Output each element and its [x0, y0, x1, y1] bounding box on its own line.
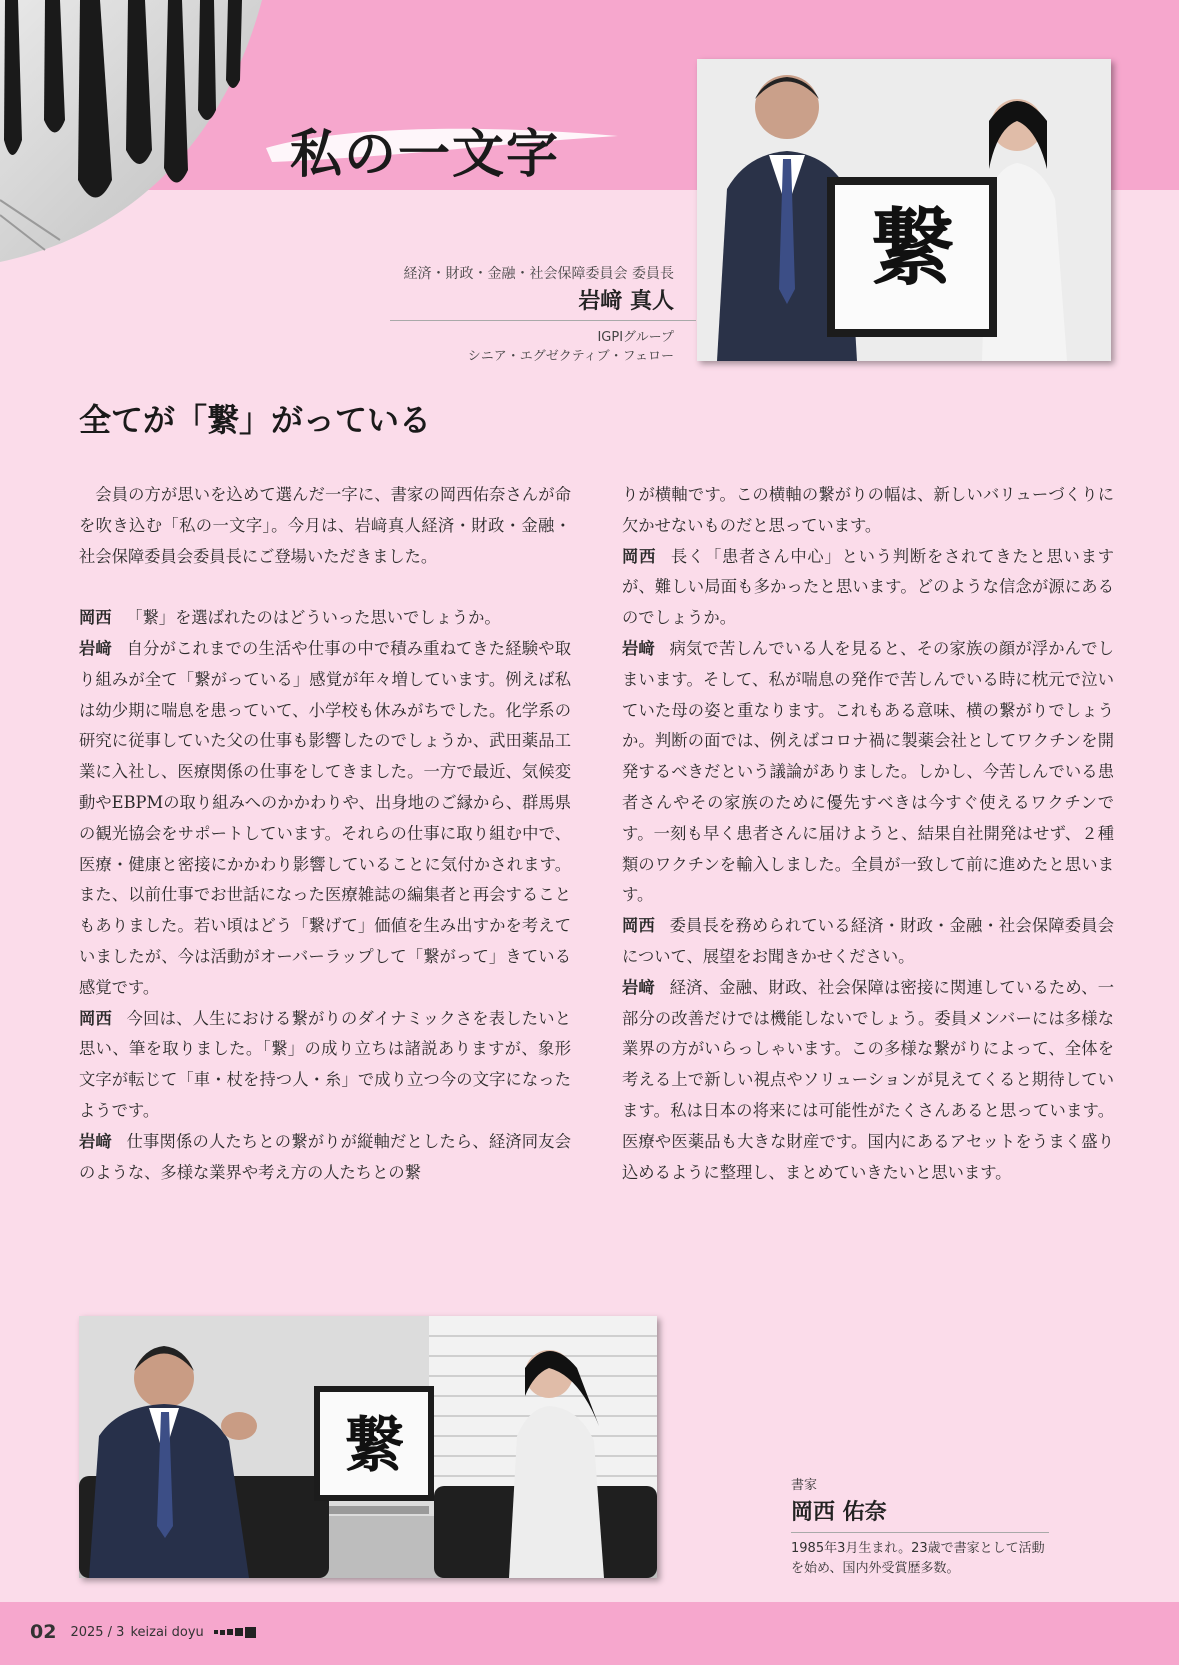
dialogue-item	[79, 634, 571, 1004]
dialogue-text: 仕事関係の人たちとの繋がりが縦軸だとしたら、経済同友会のような、多様な業界や考え方の人たちとの繋	[79, 1131, 571, 1182]
dialogue-text: 病気で苦しんでいる人を見ると、その家族の顔が浮かんでしまいます。そして、私が喘息の発作で苦しんでいる時に枕元で泣いていた母の姿と重なります。これもある意味、横の繋がりでしょうか。判断の面では、例えばコロナ禍に製薬会社としてワクチンを開発するべきだという議論がありました。しかし、今苦しんでいる患者さんやその家族のために優先すべきは今すぐ使えるワクチンです。一刻も早く患者さんに届けようと、結果自社開発はせず、２種類のワクチンを輸入しました。全員が一致して前に進めたと思います。	[622, 638, 1114, 905]
calligraphy-character: 繋	[344, 1411, 404, 1481]
dialogue-item	[79, 1004, 571, 1127]
dialogue-text: 長く「患者さん中心」という判断をされてきたと思いますが、難しい局面も多かったと思います。どのような信念が源にあるのでしょうか。	[622, 546, 1114, 628]
footer	[30, 1620, 256, 1644]
artist-name: 岡西 佑奈	[791, 1500, 887, 1525]
dialogue-text: 経済、金融、財政、社会保障は密接に関連しているため、一部分の改善だけでは機能しないでしょう。委員メンバーには多様な業界の方がいらっしゃいます。この多様な繋がりによって、全体を考える上で新しい視点やソリューションが見えてくると期待しています。私は日本の将来には可能性がたくさんあると思っています。医療や医薬品も大きな財産です。国内にあるアセットをうまく盛り込めるように整理し、まとめていきたいと思います。	[622, 977, 1114, 1182]
speaker-name: 岩﨑	[79, 1131, 112, 1151]
portrait-photo	[697, 59, 1111, 361]
author-org-line: シニア・エグゼクティブ・フェロー	[467, 349, 674, 364]
dialogue-item	[622, 973, 1114, 1189]
artist-role: 書家	[791, 1478, 818, 1493]
dialogue-text: 自分がこれまでの生活や仕事の中で積み重ねてきた経験や取り組みが全て「繋がっている」感覚が年々増しています。例えば私は幼少期に喘息を患っていて、小学校も休みがちでした。化学系の研究に従事していた父の仕事も影響したのでしょうか、武田薬品工業に入社し、医療関係の仕事をしてきました。一方で最近、気候変動やEBPMの取り組みへのかかわりや、出身地のご縁から、群馬県の観光協会をサポートしています。それらの仕事に取り組む中で、医療・健康と密接にかかわり影響していることに気付かされます。また、以前仕事でお世話になった医療雑誌の編集者と再会することもありました。若い頃はどう「繋げて」価値を生み出すかを考えていましたが、今は活動がオーバーラップして「繋がって」きている感覚です。	[79, 638, 571, 997]
dialogue-item	[622, 911, 1114, 973]
brush-photo	[0, 0, 262, 262]
speaker-name: 岩﨑	[622, 977, 655, 997]
artist-info	[791, 1474, 1051, 1579]
dialogue-continuation: りが横軸です。この横軸の繋がりの幅は、新しいバリューづくりに欠かせないものだと思っています。	[622, 485, 1114, 535]
divider	[791, 1532, 1049, 1533]
article-headline: 全てが「繋」がっている	[79, 401, 432, 439]
author-name: 岩﨑 真人	[578, 289, 674, 314]
series-title: 私の一文字	[290, 124, 561, 185]
author-org	[468, 328, 674, 366]
dialogue-text: 今回は、人生における繋がりのダイナミックさを表したいと思い、筆を取りました。「繋」の成り立ちは諸説ありますが、象形文字が転じて「車・杖を持つ人・糸」で成り立つ今の文字になったようです。	[79, 1008, 571, 1120]
article-column-right	[622, 480, 1114, 1188]
dialogue-text: 「繋」を選ばれたのはどういった思いでしょうか。	[126, 608, 501, 628]
dialogue-item	[79, 1127, 571, 1189]
decorative-squares-icon	[214, 1627, 256, 1638]
magazine-name: keizai doyu	[130, 1624, 204, 1640]
author-title: 経済・財政・金融・社会保障委員会 委員長	[403, 266, 674, 282]
dialogue-text: 委員長を務められている経済・財政・金融・社会保障委員会について、展望をお聞きかせください。	[622, 916, 1114, 966]
speaker-name: 岩﨑	[622, 638, 655, 658]
speaker-name: 岡西	[79, 1008, 112, 1028]
speaker-name: 岡西	[622, 916, 655, 936]
page-number: 02	[30, 1621, 57, 1643]
speaker-name: 岡西	[79, 608, 112, 628]
calligraphy-character: 繋	[869, 198, 955, 297]
speaker-name: 岡西	[622, 546, 657, 566]
author-org-line: IGPIグループ	[597, 330, 674, 345]
dialogue-item	[622, 542, 1114, 634]
speaker-name: 岩﨑	[79, 638, 112, 658]
dialogue-item	[622, 634, 1114, 911]
artist-bio: 1985年3月生まれ。23歳で書家として活動を始め、国内外受賞歴多数。	[791, 1541, 1045, 1576]
interview-photo	[79, 1316, 657, 1578]
article-intro: 会員の方が思いを込めて選んだ一字に、書家の岡西佑奈さんが命を吹き込む「私の一文字」。今月は、岩﨑真人経済・財政・金融・社会保障委員会委員長にご登場いただきました。	[79, 485, 571, 566]
article-column-left	[79, 480, 571, 1188]
divider	[390, 320, 696, 321]
issue-date: 2025 / 3	[70, 1624, 125, 1640]
dialogue-item	[79, 603, 571, 634]
